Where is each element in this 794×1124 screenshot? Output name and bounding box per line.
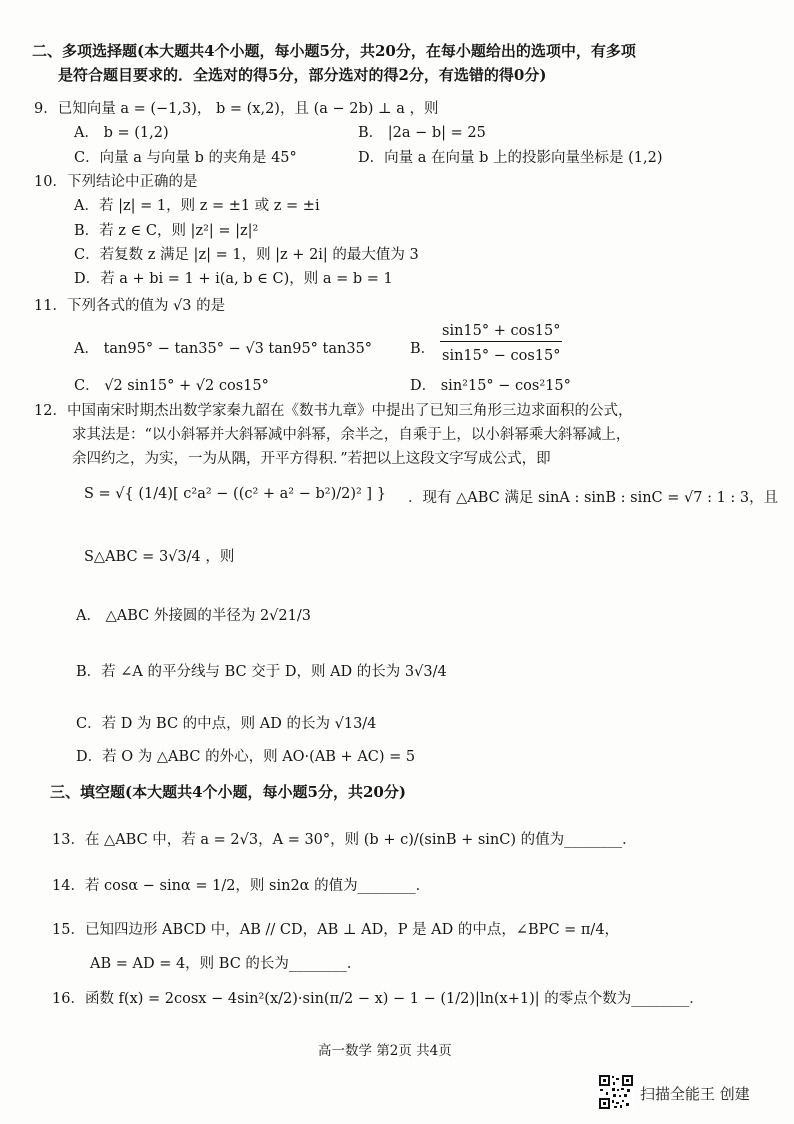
q9-option-d: D．向量 a 在向量 b 上的投影向量坐标是 (1,2)	[358, 150, 663, 166]
q11-option-b-numerator: sin15° + cos15°	[440, 323, 562, 342]
q11-option-a: A． tan95° − tan35° − √3 tan95° tan35°	[74, 341, 373, 357]
section-2-title-line2: 是符合题目要求的．全选对的得5分，部分选对的得2分，有选错的得0分)	[58, 66, 547, 84]
q12-option-b: B．若 ∠A 的平分线与 BC 交于 D，则 AD 的长为 3√3/4	[76, 664, 447, 680]
q15-line1: 15．已知四边形 ABCD 中，AB // CD，AB ⊥ AD，P 是 AD 的中点，∠BPC = π/4，	[52, 922, 620, 938]
q12-option-d: D．若 O 为 △ABC 的外心，则 AO·(AB + AC) = 5	[76, 749, 416, 765]
q10-stem: 10．下列结论中正确的是	[34, 174, 198, 190]
watermark-text: 扫描全能王 创建	[640, 1085, 750, 1103]
q12-line1: 12．中国南宋时期杰出数学家秦九韶在《数书九章》中提出了已知三角形三边求面积的公式，	[34, 403, 633, 419]
section-2-title-line1: 二、多项选择题(本大题共4个小题，每小题5分，共20分，在每小题给出的选项中，有多项	[32, 42, 636, 60]
q15-line2: AB = AD = 4，则 BC 的长为________．	[90, 956, 362, 972]
q12-formula: S = √{ (1/4)[ c²a² − ((c² + a² − b²)/2)² ] }	[84, 486, 386, 502]
q10-option-c: C．若复数 z 满足 |z| = 1，则 |z + 2i| 的最大值为 3	[74, 247, 419, 263]
q9-option-b: B． |2a − b| = 25	[358, 125, 486, 141]
q11-option-b-denominator: sin15° − cos15°	[442, 348, 561, 364]
q13-text: 13．在 △ABC 中，若 a = 2√3，A = 30°，则 (b + c)/(sinB + sinC) 的值为________．	[52, 832, 637, 848]
q14-text: 14．若 cosα − sinα = 1/2，则 sin2α 的值为________．	[52, 878, 431, 894]
q10-option-b: B．若 z ∈ C，则 |z²| = |z|²	[74, 223, 259, 239]
q10-option-a: A．若 |z| = 1，则 z = ±1 或 z = ±i	[74, 198, 320, 214]
q12-condition-2: S△ABC = 3√3/4 ，则	[84, 549, 235, 565]
q11-option-c: C． √2 sin15° + √2 cos15°	[74, 378, 269, 394]
q9-option-a: A． b = (1,2)	[74, 125, 169, 141]
qr-code-icon	[598, 1074, 634, 1110]
q12-condition-1: ．现有 △ABC 满足 sinA : sinB : sinC = √7 : 1 : 3，且	[408, 490, 779, 506]
q12-line3: 余四约之，为实，一为从隅，开平方得积．”若把以上这段文字写成公式，即	[72, 451, 551, 467]
q11-stem: 11．下列各式的值为 √3 的是	[34, 298, 226, 314]
q16-text: 16．函数 f(x) = 2cosx − 4sin²(x/2)·sin(π/2 − x) − 1 − (1/2)|ln(x+1)| 的零点个数为________．	[52, 991, 704, 1007]
q12-option-c: C．若 D 为 BC 的中点，则 AD 的长为 √13/4	[76, 716, 377, 732]
section-3-title: 三、填空题(本大题共4个小题，每小题5分，共20分)	[50, 783, 406, 801]
q10-option-d: D．若 a + bi = 1 + i(a, b ∈ C)，则 a = b = 1	[74, 271, 393, 287]
q12-line2: 求其法是：“以小斜幂并大斜幂减中斜幂，余半之，自乘于上，以小斜幂乘大斜幂减上，	[72, 427, 631, 443]
page-footer: 高一数学 第2页 共4页	[318, 1043, 452, 1059]
q11-option-d: D． sin²15° − cos²15°	[410, 378, 571, 394]
q12-option-a: A． △ABC 外接圆的半径为 2√21/3	[76, 608, 311, 624]
q11-option-b-label: B．	[410, 341, 436, 357]
q9-stem: 9．已知向量 a = (−1,3)， b = (x,2)，且 (a − 2b) ⊥ a ，则	[34, 101, 439, 117]
q9-option-c: C．向量 a 与向量 b 的夹角是 45°	[74, 150, 297, 166]
